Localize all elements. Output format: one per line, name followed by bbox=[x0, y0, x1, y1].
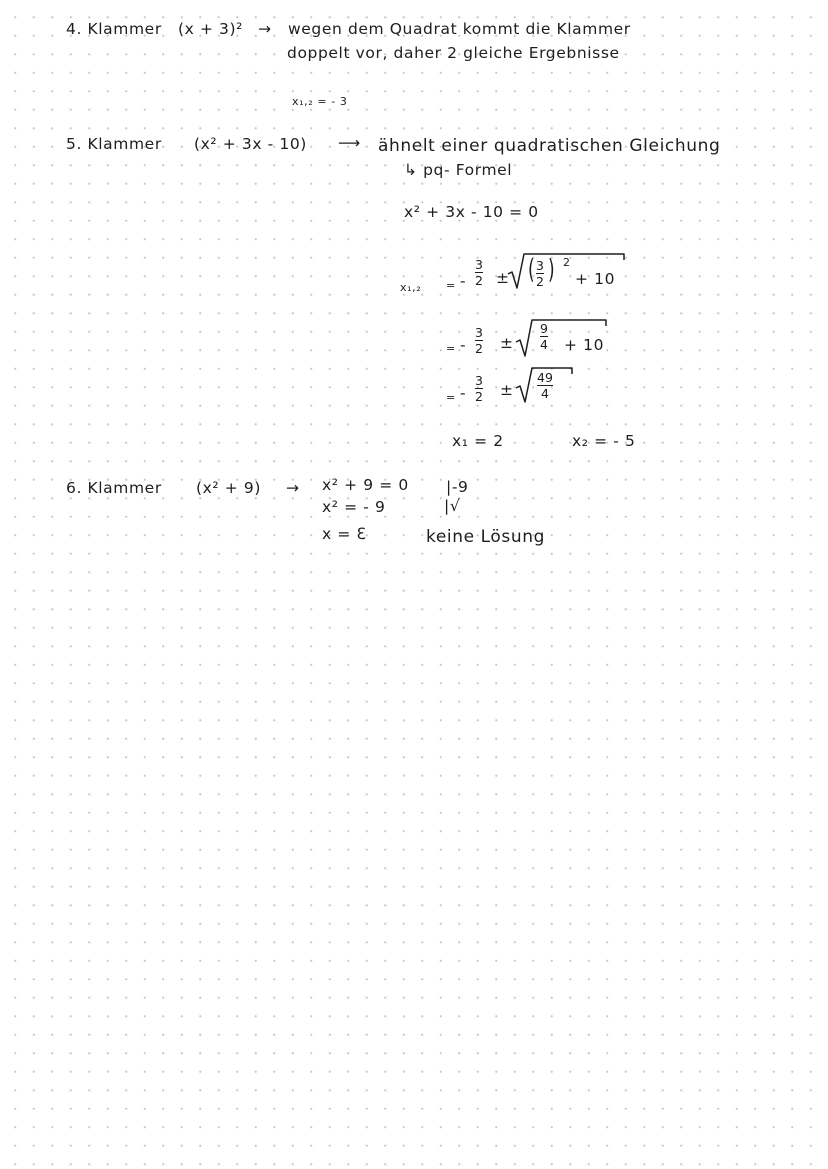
step1-exponent: 2 bbox=[563, 256, 571, 269]
section5-expression: (x² + 3x - 10) bbox=[194, 135, 307, 153]
step1-inner-denominator: 2 bbox=[536, 274, 544, 290]
step1-fraction bbox=[475, 258, 483, 287]
step3-minus: - bbox=[460, 384, 467, 402]
section6-line3: x = ℇ bbox=[322, 525, 367, 543]
step1-inner-numerator: 3 bbox=[536, 258, 544, 273]
step2-fraction-denominator: 2 bbox=[475, 341, 483, 357]
section4-result: x₁,₂ = - 3 bbox=[292, 95, 348, 108]
section6-note: keine Lösung bbox=[426, 527, 546, 547]
step2-inner-fraction bbox=[540, 322, 548, 351]
section4-label: 4. Klammer bbox=[66, 20, 162, 38]
step2-fraction bbox=[475, 326, 483, 355]
step3-equals: = bbox=[446, 391, 456, 404]
section6-line1: x² + 9 = 0 bbox=[322, 476, 409, 494]
step1-fraction-denominator: 2 bbox=[475, 273, 483, 289]
step2-plus-minus: ± bbox=[500, 334, 514, 352]
step1-plus-minus: ± bbox=[496, 269, 510, 287]
section6-op1: |-9 bbox=[446, 478, 469, 496]
step1-inner-fraction bbox=[536, 259, 544, 288]
step2-plus-ten: + 10 bbox=[564, 336, 605, 354]
step3-inner-denominator: 4 bbox=[540, 386, 549, 402]
section6-arrow: → bbox=[286, 479, 300, 497]
section6-label: 6. Klammer bbox=[66, 479, 162, 497]
step1-paren-close: ) bbox=[548, 255, 556, 287]
section5-arrow: ⟶ bbox=[338, 134, 361, 152]
step2-fraction-numerator: 3 bbox=[475, 325, 483, 340]
section5-note-line2: ↳ pq- Formel bbox=[404, 161, 513, 179]
section5-x2: x₂ = - 5 bbox=[572, 432, 636, 450]
step1-plus-ten: + 10 bbox=[575, 270, 616, 288]
section4-arrow: → bbox=[258, 20, 272, 38]
step2-equals: = bbox=[446, 342, 456, 355]
step1-fraction-numerator: 3 bbox=[475, 257, 483, 272]
step3-fraction bbox=[475, 374, 483, 403]
section6-expression: (x² + 9) bbox=[196, 479, 261, 497]
step3-fraction-numerator: 3 bbox=[475, 373, 483, 388]
section4-note-line2: doppelt vor, daher 2 gleiche Ergebnisse bbox=[287, 44, 620, 62]
step3-fraction-denominator: 2 bbox=[475, 389, 483, 405]
section4-note-line1: wegen dem Quadrat kommt die Klammer bbox=[288, 20, 631, 38]
step1-paren-open: ( bbox=[528, 255, 536, 287]
step3-inner-fraction bbox=[537, 371, 553, 400]
step3-inner-numerator: 49 bbox=[537, 370, 553, 385]
step1-lhs: x₁,₂ bbox=[400, 281, 422, 294]
step3-plus-minus: ± bbox=[500, 381, 514, 399]
section6-op2: |√ bbox=[444, 497, 461, 515]
section5-label: 5. Klammer bbox=[66, 135, 162, 153]
step2-inner-denominator: 4 bbox=[540, 337, 548, 353]
step2-inner-numerator: 9 bbox=[540, 321, 548, 336]
section6-line2: x² = - 9 bbox=[322, 498, 386, 516]
section5-x1: x₁ = 2 bbox=[452, 432, 504, 450]
step1-equals: = bbox=[446, 279, 456, 292]
step2-minus: - bbox=[460, 336, 467, 354]
section4-expression: (x + 3)² bbox=[178, 20, 243, 38]
step1-minus: - bbox=[460, 272, 467, 290]
section5-equation: x² + 3x - 10 = 0 bbox=[404, 203, 539, 221]
section5-note-line1: ähnelt einer quadratischen Gleichung bbox=[378, 136, 721, 156]
